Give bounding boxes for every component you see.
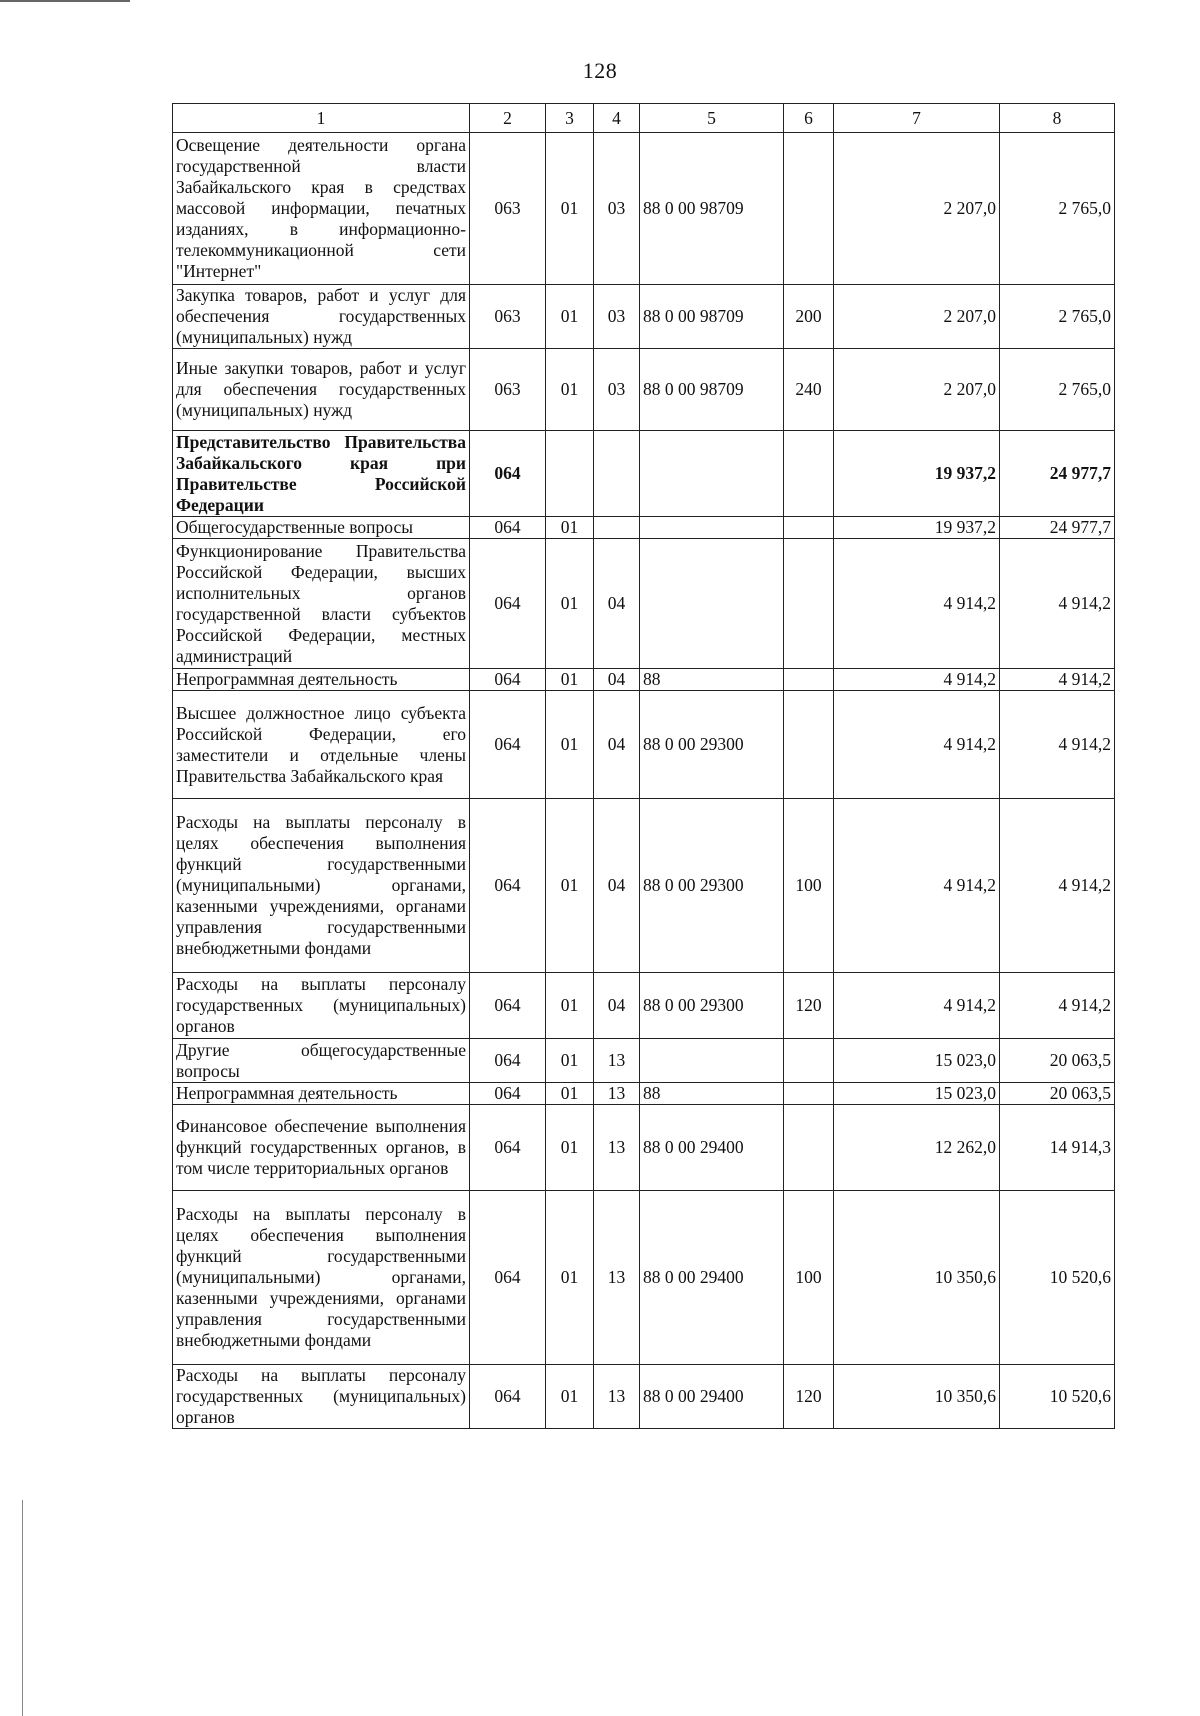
row-amount-col7: 4 914,2	[834, 973, 1000, 1039]
row-subsection-code: 03	[594, 349, 640, 431]
row-admin-code: 064	[470, 1105, 546, 1191]
row-amount-col8: 2 765,0	[1000, 133, 1115, 285]
row-expense-type	[784, 1105, 834, 1191]
row-amount-col7: 2 207,0	[834, 349, 1000, 431]
row-amount-col8: 10 520,6	[1000, 1365, 1115, 1429]
row-name-cell: Освещение деятельности органа государственной власти Забайкальского края в средствах массовой информации, печатных изданиях, в информационно-телекоммуникационной сети "Интернет"	[173, 133, 470, 285]
row-amount-col7: 4 914,2	[834, 799, 1000, 973]
table-row	[173, 349, 1115, 431]
table-row	[173, 431, 1115, 517]
scan-edge-mark	[0, 0, 130, 2]
table-row	[173, 1039, 1115, 1083]
row-subsection-code	[594, 431, 640, 517]
row-amount-col8: 4 914,2	[1000, 799, 1115, 973]
row-name-cell: Расходы на выплаты персоналу государственных (муниципальных) органов	[173, 1365, 470, 1429]
row-section-code: 01	[546, 1039, 594, 1083]
row-name-cell: Общегосударственные вопросы	[173, 517, 470, 539]
row-admin-code: 064	[470, 517, 546, 539]
row-admin-code: 064	[470, 669, 546, 691]
row-amount-col8: 4 914,2	[1000, 669, 1115, 691]
scan-edge-line	[22, 1500, 23, 1716]
row-section-code: 01	[546, 1105, 594, 1191]
row-amount-col8: 20 063,5	[1000, 1083, 1115, 1105]
header-col-3: 3	[546, 104, 594, 133]
table-row	[173, 973, 1115, 1039]
row-admin-code: 064	[470, 431, 546, 517]
row-expense-type	[784, 431, 834, 517]
row-admin-code: 064	[470, 1365, 546, 1429]
row-subsection-code: 13	[594, 1039, 640, 1083]
row-target-article	[640, 1039, 784, 1083]
row-amount-col7: 12 262,0	[834, 1105, 1000, 1191]
table-row	[173, 285, 1115, 349]
row-subsection-code: 04	[594, 691, 640, 799]
row-expense-type: 120	[784, 1365, 834, 1429]
table-row	[173, 1365, 1115, 1429]
row-amount-col7: 19 937,2	[834, 431, 1000, 517]
header-col-5: 5	[640, 104, 784, 133]
row-subsection-code: 13	[594, 1365, 640, 1429]
row-name-cell: Представительство Правительства Забайкальского края при Правительстве Российской Федерации	[173, 431, 470, 517]
row-target-article: 88 0 00 29400	[640, 1365, 784, 1429]
row-name-cell: Финансовое обеспечение выполнения функций государственных органов, в том числе территориальных органов	[173, 1105, 470, 1191]
row-subsection-code: 04	[594, 539, 640, 669]
row-target-article	[640, 431, 784, 517]
row-amount-col7: 10 350,6	[834, 1365, 1000, 1429]
row-amount-col7: 15 023,0	[834, 1083, 1000, 1105]
table-body	[173, 133, 1115, 1429]
row-amount-col8: 2 765,0	[1000, 285, 1115, 349]
row-subsection-code: 13	[594, 1083, 640, 1105]
budget-table	[172, 103, 1115, 1429]
row-amount-col7: 2 207,0	[834, 133, 1000, 285]
row-expense-type: 240	[784, 349, 834, 431]
row-target-article: 88	[640, 669, 784, 691]
row-amount-col7: 4 914,2	[834, 691, 1000, 799]
row-subsection-code	[594, 517, 640, 539]
row-section-code: 01	[546, 517, 594, 539]
row-expense-type	[784, 669, 834, 691]
row-target-article: 88 0 00 29300	[640, 973, 784, 1039]
row-section-code: 01	[546, 1191, 594, 1365]
row-section-code: 01	[546, 133, 594, 285]
table-row	[173, 133, 1115, 285]
row-name-cell: Закупка товаров, работ и услуг для обеспечения государственных (муниципальных) нужд	[173, 285, 470, 349]
row-name-cell: Расходы на выплаты персоналу в целях обеспечения выполнения функций государственными (муниципальными) органами, казенными учреждениями, органами управления государственными внебюджетными фондами	[173, 1191, 470, 1365]
row-expense-type: 200	[784, 285, 834, 349]
row-amount-col7: 15 023,0	[834, 1039, 1000, 1083]
row-name-cell: Расходы на выплаты персоналу в целях обеспечения выполнения функций государственными (муниципальными) органами, казенными учреждениями, органами управления государственными внебюджетными фондами	[173, 799, 470, 973]
row-name-cell: Непрограммная деятельность	[173, 669, 470, 691]
row-name-cell: Непрограммная деятельность	[173, 1083, 470, 1105]
row-amount-col7: 2 207,0	[834, 285, 1000, 349]
row-section-code: 01	[546, 349, 594, 431]
table-row	[173, 799, 1115, 973]
header-col-8: 8	[1000, 104, 1115, 133]
header-col-1: 1	[173, 104, 470, 133]
row-section-code: 01	[546, 539, 594, 669]
header-row	[173, 104, 1115, 133]
table-row	[173, 539, 1115, 669]
row-name-cell: Другие общегосударственные вопросы	[173, 1039, 470, 1083]
row-target-article: 88 0 00 98709	[640, 285, 784, 349]
row-admin-code: 064	[470, 1083, 546, 1105]
row-admin-code: 063	[470, 285, 546, 349]
row-name-cell: Расходы на выплаты персоналу государственных (муниципальных) органов	[173, 973, 470, 1039]
row-amount-col8: 24 977,7	[1000, 431, 1115, 517]
row-subsection-code: 04	[594, 669, 640, 691]
row-subsection-code: 04	[594, 973, 640, 1039]
table-row	[173, 691, 1115, 799]
row-admin-code: 064	[470, 691, 546, 799]
row-expense-type	[784, 539, 834, 669]
row-expense-type: 100	[784, 1191, 834, 1365]
row-section-code: 01	[546, 691, 594, 799]
row-target-article: 88 0 00 29300	[640, 691, 784, 799]
row-amount-col7: 19 937,2	[834, 517, 1000, 539]
header-col-7: 7	[834, 104, 1000, 133]
page-number: 128	[582, 58, 618, 83]
row-amount-col7: 10 350,6	[834, 1191, 1000, 1365]
row-admin-code: 064	[470, 973, 546, 1039]
row-subsection-code: 03	[594, 285, 640, 349]
row-expense-type	[784, 517, 834, 539]
row-admin-code: 064	[470, 539, 546, 669]
row-expense-type	[784, 1039, 834, 1083]
header-col-4: 4	[594, 104, 640, 133]
row-expense-type: 120	[784, 973, 834, 1039]
table-row	[173, 1191, 1115, 1365]
row-amount-col8: 24 977,7	[1000, 517, 1115, 539]
row-target-article: 88	[640, 1083, 784, 1105]
row-admin-code: 064	[470, 799, 546, 973]
row-section-code: 01	[546, 1083, 594, 1105]
row-target-article: 88 0 00 29400	[640, 1105, 784, 1191]
row-expense-type	[784, 133, 834, 285]
row-target-article: 88 0 00 98709	[640, 349, 784, 431]
row-name-cell: Иные закупки товаров, работ и услуг для обеспечения государственных (муниципальных) нужд	[173, 349, 470, 431]
row-name-cell: Высшее должностное лицо субъекта Российской Федерации, его заместители и отдельные члены Правительства Забайкальского края	[173, 691, 470, 799]
row-target-article: 88 0 00 29400	[640, 1191, 784, 1365]
header-col-6: 6	[784, 104, 834, 133]
row-amount-col7: 4 914,2	[834, 669, 1000, 691]
row-amount-col8: 14 914,3	[1000, 1105, 1115, 1191]
row-expense-type	[784, 1083, 834, 1105]
row-amount-col8: 4 914,2	[1000, 539, 1115, 669]
row-subsection-code: 03	[594, 133, 640, 285]
row-section-code: 01	[546, 799, 594, 973]
row-admin-code: 063	[470, 133, 546, 285]
row-target-article: 88 0 00 98709	[640, 133, 784, 285]
row-amount-col8: 2 765,0	[1000, 349, 1115, 431]
row-subsection-code: 04	[594, 799, 640, 973]
table-row	[173, 669, 1115, 691]
row-admin-code: 063	[470, 349, 546, 431]
table-row	[173, 517, 1115, 539]
row-section-code: 01	[546, 1365, 594, 1429]
row-subsection-code: 13	[594, 1191, 640, 1365]
row-section-code: 01	[546, 973, 594, 1039]
row-subsection-code: 13	[594, 1105, 640, 1191]
table-row	[173, 1105, 1115, 1191]
row-amount-col8: 10 520,6	[1000, 1191, 1115, 1365]
row-expense-type	[784, 691, 834, 799]
table-row	[173, 1083, 1115, 1105]
row-target-article: 88 0 00 29300	[640, 799, 784, 973]
row-amount-col7: 4 914,2	[834, 539, 1000, 669]
row-admin-code: 064	[470, 1039, 546, 1083]
row-section-code	[546, 431, 594, 517]
header-col-2: 2	[470, 104, 546, 133]
row-section-code: 01	[546, 669, 594, 691]
row-amount-col8: 4 914,2	[1000, 691, 1115, 799]
row-name-cell: Функционирование Правительства Российской Федерации, высших исполнительных органов государственной власти субъектов Российской Федерации, местных администраций	[173, 539, 470, 669]
row-admin-code: 064	[470, 1191, 546, 1365]
row-target-article	[640, 539, 784, 669]
row-amount-col8: 20 063,5	[1000, 1039, 1115, 1083]
row-target-article	[640, 517, 784, 539]
row-amount-col8: 4 914,2	[1000, 973, 1115, 1039]
row-expense-type: 100	[784, 799, 834, 973]
row-section-code: 01	[546, 285, 594, 349]
